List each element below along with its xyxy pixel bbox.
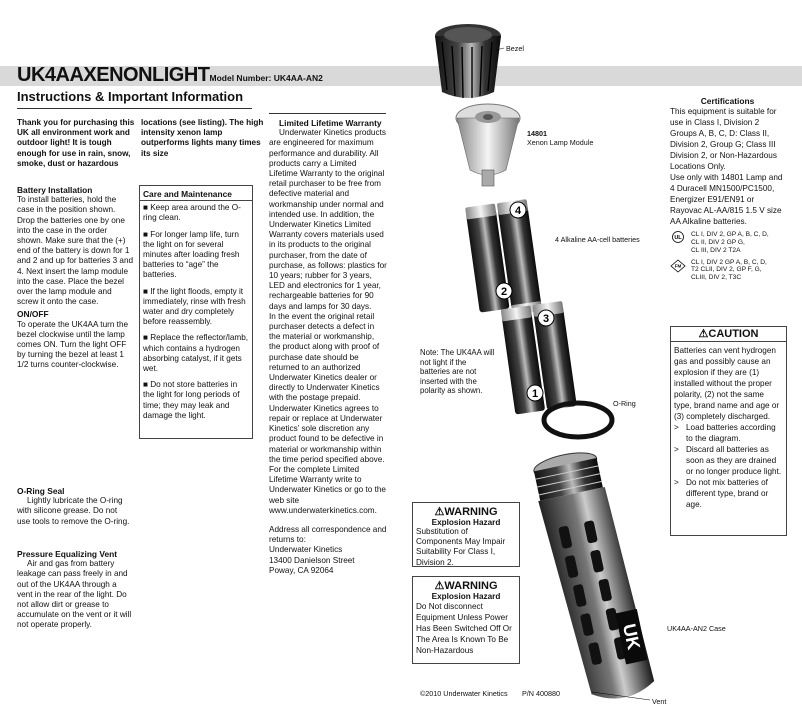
product-name: UK4AAXENONLIGHT [17, 64, 210, 86]
certifications-section [670, 96, 785, 282]
cert-mark-fm [670, 259, 785, 282]
address-line: Underwater Kinetics [269, 545, 343, 555]
warning-title: ⚠WARNING [434, 580, 498, 592]
page-subtitle: Instructions & Important Information [17, 89, 244, 104]
oring-part [544, 403, 612, 437]
warning-substitution [412, 502, 520, 567]
warning-subtitle: Explosion Hazard [431, 518, 501, 527]
cert-line: CL II, DIV 2 GP G, [691, 239, 745, 246]
warning-disconnect [412, 576, 520, 664]
caution-body: Batteries can vent hydrogen gas and possibly cause an explosion if they are (1) installed without the proper polarity, (2) not the same type, brand name and age or (3) completely discharged. [674, 346, 780, 422]
subtitle-rule [17, 108, 252, 109]
cert-mark-ul [670, 231, 785, 254]
battery-pair-lower [501, 301, 577, 415]
battery-number-2: 2 [500, 286, 508, 298]
warning-body: Do Not disconnect Equipment Unless Power Has Been Switched Off Or The Area Is Known To Be Non-Hazardous [416, 602, 512, 655]
onoff-heading: ON/OFF [17, 309, 49, 320]
ul-listed-icon [670, 231, 686, 245]
lamp-module-number: 14801 [527, 129, 547, 138]
bezel-label: Bezel [506, 44, 524, 53]
oring-section [17, 486, 132, 527]
polarity-note: Note: The UK4AA will not light if the batteries are not inserted with the polarity as shown. [420, 348, 495, 396]
lamp-module-part [456, 104, 520, 186]
warranty-body: Underwater Kinetics products are engineered for maximum performance and durability. All products carry a Limited Lifetime Warranty to the original retail purchaser to be free from defective material and workmanship under normal and intended use. In addition, the Underwater Kinetics Limited Warranty covers materials used in its products to the original purchaser, from the date of purchase, as follows: plastics for 10 years; rubber for 3 years, LED and electronics for 1 year, rechargeable batteries for 90 days and lamps for 30 days. [269, 128, 387, 311]
cert-heading: Certifications [700, 96, 755, 106]
warranty-body-2: In the event the original retail purchaser detects a defect in the material or workmanship, the product along with proof of purchase date should be returned to an authorized Underwater Kinetics dealer or directly to Underwater Kinetics with the postage prepaid. Underwater Kinetics agrees to repair or replace at Underwater Kinetics’ sole discretion any product found to be defective in material or workmanship within the time period specified above. For the complete Limited Lifetime Warranty write to Underwater Kinetics or go to the web site www.underwaterkinetics.com. [269, 311, 386, 515]
caution-list [674, 422, 783, 510]
warranty-section [269, 118, 387, 576]
batteries-label: 4 Alkaline AA-cell batteries [555, 235, 640, 244]
svg-text:FM: FM [674, 263, 682, 269]
care-item: ■ Do not store batteries in the light for long periods of time; they may leak and damage the light. [143, 380, 240, 420]
part-number: P/N 400880 [522, 689, 560, 698]
battery-number-3: 3 [542, 313, 550, 325]
model-number: Model Number: UK4AA-AN2 [209, 73, 323, 83]
care-item: ■ Replace the reflector/lamb, which contains a hydrogen absorbing catalyst, if it gets wet. [143, 333, 249, 374]
lamp-module-label: Xenon Lamp Module [527, 138, 594, 147]
care-box [139, 185, 253, 439]
caution-item: > Load batteries according to the diagram. [674, 422, 783, 444]
cert-line: CLIII, DIV 2, T3C [691, 274, 742, 282]
address-line: Poway, CA 92064 [269, 565, 334, 575]
vent-heading: Pressure Equalizing Vent [17, 549, 118, 559]
care-item: ■ Keep area around the O-ring clean. [143, 203, 241, 223]
vent-label: Vent [652, 697, 667, 706]
battery-number-4: 4 [514, 205, 522, 217]
address-line: 13400 Danielson Street [269, 555, 355, 565]
caution-item: > Discard all batteries as soon as they are drained or no longer produce light. [674, 444, 783, 477]
cert-body: This equipment is suitable for use in Class I, Division 2 Groups A, B, C, D: Class II, Division 2, Group G; Class III Division 2, or Non-Hazardous Locations Only. [670, 107, 777, 172]
care-heading: Care and Maintenance [140, 189, 252, 201]
case-part [530, 446, 656, 706]
caution-item: > Do not mix batteries of different type, brand or age. [674, 477, 783, 510]
address-intro: Address all correspondence and returns to: [269, 524, 387, 545]
battery-number-1: 1 [531, 388, 539, 400]
fm-approved-icon [670, 259, 686, 273]
care-item: ■ For longer lamp life, turn the light on for several minutes after loading fresh batteries to “age” the batteries. [143, 229, 240, 280]
warning-title: ⚠WARNING [434, 506, 498, 518]
intro-right: locations (see listing). The high intensity xenon lamp outperforms lights many times its size [141, 118, 264, 158]
vent-section [17, 549, 132, 631]
case-label: UK4AA-AN2 Case [667, 624, 726, 633]
copyright: ©2010 Underwater Kinetics [420, 689, 508, 698]
cert-line: CL III, DIV 2 T2A [691, 246, 741, 254]
intro-left: Thank you for purchasing this UK all environment work and outdoor light! It is tough enough for use in rain, snow, smoke, dust or hazardous [17, 118, 135, 168]
warning-triangle-icon: ⚠ [434, 580, 445, 592]
battery-heading: Battery Installation [17, 185, 93, 195]
battery-body: To install batteries, hold the case in the position shown. Drop the batteries one by one into the case in the order shown. Make sure that the (+) end of the battery is down for 1 and 2 and up for batteries 3 and 4. Next insert the lamp module into the case. Place the bezel over the lamp module and screw it onto the case. [17, 195, 134, 307]
oring-label: O-Ring [613, 399, 636, 408]
bezel-part [435, 24, 501, 98]
warranty-heading: Limited Lifetime Warranty [279, 118, 382, 128]
svg-text:UL: UL [674, 235, 682, 242]
oring-heading: O-Ring Seal [17, 486, 65, 496]
caution-triangle-icon: ⚠ [698, 328, 709, 340]
caution-title: ⚠CAUTION [671, 327, 786, 342]
vent-body: Air and gas from battery leakage can pass freely in and out of the UK4AA through a vent in the rear of the light. Do not allow dirt or grease to accumulate on the vent or it will not operate properly. [17, 559, 132, 630]
battery-section [17, 185, 135, 371]
warranty-rule [269, 113, 386, 114]
warning-triangle-icon: ⚠ [434, 506, 445, 518]
warning-subtitle: Explosion Hazard [431, 592, 501, 601]
cert-body-2: Use only with 14801 Lamp and 4 Duracell MN1500/PC1500, Energizer E91/EN91 or Rayovac AL-AA/815 1.5 V size AA Alkaline batteries. [670, 173, 783, 227]
cert-line: CL I, DIV 2, GP A, B, C, D, [691, 231, 769, 239]
case-brand-logo: UK [618, 621, 644, 652]
warning-body: Substitution of Components May Impair Suitability For Class I, Division 2. [416, 527, 506, 567]
oring-body: Lightly lubricate the O-ring with silicone grease. Do not use tools to remove the O-ring. [17, 496, 130, 526]
caution-box [670, 326, 787, 536]
care-item: ■ If the light floods, empty it immediately, rinse with fresh water and dry completely before reassembly. [143, 286, 246, 327]
cert-line: T2 CLII, DIV 2, GP F, G, [691, 266, 762, 274]
battery-pair-upper [465, 199, 542, 320]
cert-line: CL I, DIV 2 GP A, B, C, D, [691, 258, 767, 266]
onoff-body: To operate the UK4AA turn the bezel clockwise until the lamp comes ON. Turn the light OFF by turning the bezel at least 1 1/2 turns counter-clockwise. [17, 319, 129, 370]
page-title [17, 64, 323, 87]
